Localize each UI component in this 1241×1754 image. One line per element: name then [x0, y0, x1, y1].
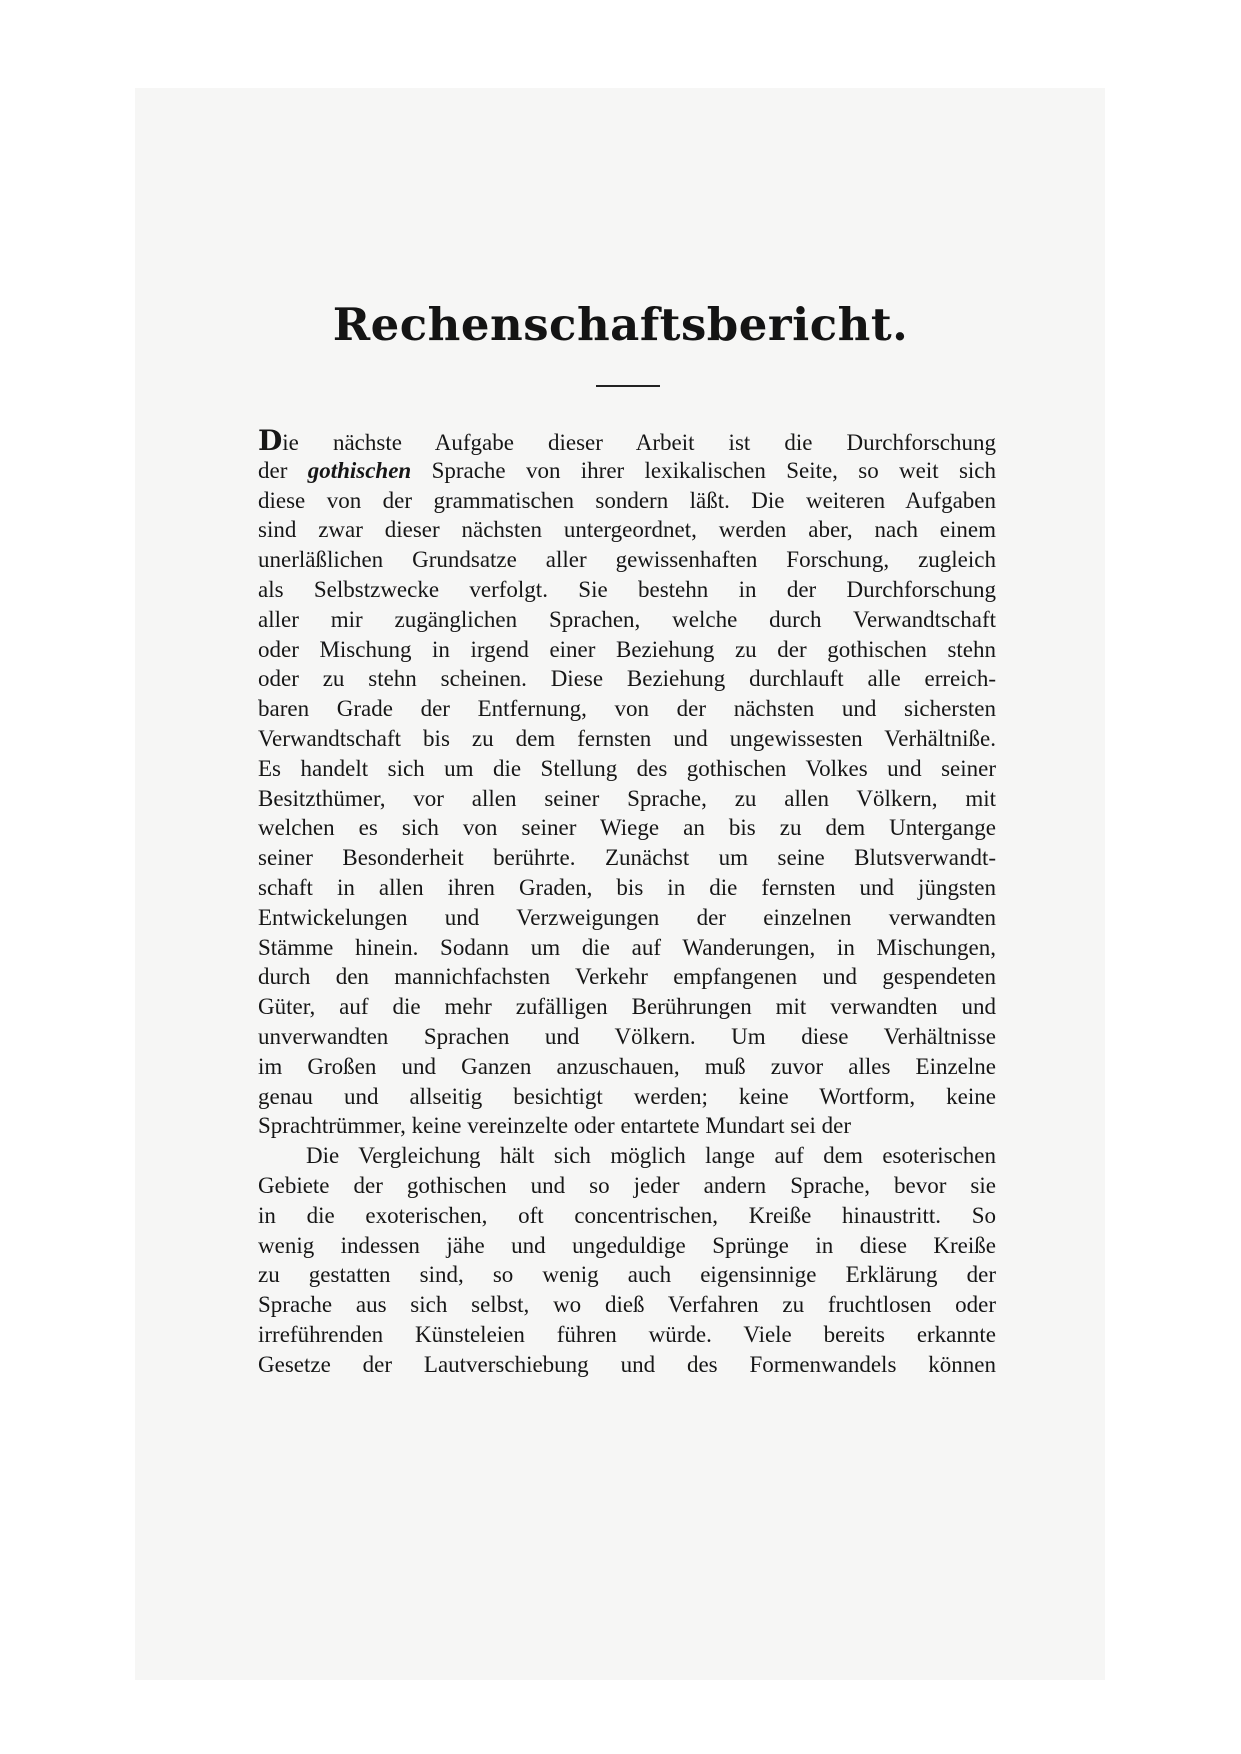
text-line: seiner Besonderheit berührte. Zunächst um seine Blutsverwandt-	[258, 845, 996, 871]
text-line: Es handelt sich um die Stellung des gothischen Volkes und seiner	[258, 755, 996, 781]
text-line: als Selbstzwecke verfolgt. Sie bestehn in der Durchforschung	[258, 576, 996, 602]
body-text	[258, 426, 996, 1380]
text-line: Die Vergleichung hält sich möglich lange auf dem esoterischen	[306, 1143, 996, 1169]
drop-cap: D	[258, 424, 283, 457]
text-line: aller mir zugänglichen Sprachen, welche durch Verwandtschaft	[258, 606, 996, 632]
text-line: sind zwar dieser nächsten untergeordnet, werden aber, nach einem	[258, 517, 996, 543]
text-line: unverwandten Sprachen und Völkern. Um diese Verhältnisse	[258, 1023, 996, 1049]
text-line: irreführenden Künsteleien führen würde. Viele bereits erkannte	[258, 1321, 996, 1347]
title-divider	[596, 385, 660, 387]
text-line: durch den mannichfachsten Verkehr empfangenen und gespendeten	[258, 964, 996, 990]
text-line: Entwickelungen und Verzweigungen der einzelnen verwandten	[258, 904, 996, 930]
text-line: Gebiete der gothischen und so jeder andern Sprache, bevor sie	[258, 1172, 996, 1198]
text-line: der gothischen Sprache von ihrer lexikalischen Seite, so weit sich	[258, 457, 996, 483]
text-line: wenig indessen jähe und ungeduldige Sprünge in diese Kreiße	[258, 1232, 996, 1258]
page-title: Rechenschaftsbericht.	[332, 298, 909, 351]
text-line: oder Mischung in irgend einer Beziehung zu der gothischen stehn	[258, 636, 996, 662]
text-line: Verwandtschaft bis zu dem fernsten und ungewissesten Verhältniße.	[258, 725, 996, 751]
text-line: Gesetze der Lautverschiebung und des Formenwandels können	[258, 1351, 996, 1377]
text-line: diese von der grammatischen sondern läßt. Die weiteren Aufgaben	[258, 487, 996, 513]
text-line: Besitzthümer, vor allen seiner Sprache, zu allen Völkern, mit	[258, 785, 996, 811]
text-line: zu gestatten sind, so wenig auch eigensinnige Erklärung der	[258, 1262, 996, 1288]
text-line: Die nächste Aufgabe dieser Arbeit ist die Durchforschung	[258, 424, 996, 457]
text-line: Güter, auf die mehr zufälligen Berührungen mit verwandten und	[258, 994, 996, 1020]
text-line: Sprache aus sich selbst, wo dieß Verfahren zu fruchtlosen oder	[258, 1292, 996, 1318]
text-line: Stämme hinein. Sodann um die auf Wanderungen, in Mischungen,	[258, 934, 996, 960]
emphasized-word: gothischen	[307, 457, 412, 483]
text-line: oder zu stehn scheinen. Diese Beziehung durchlauft alle erreich-	[258, 666, 996, 692]
text-line: Sprachtrümmer, keine vereinzelte oder entartete Mundart sei der	[258, 1113, 851, 1139]
text-line: im Großen und Ganzen anzuschauen, muß zuvor alles Einzelne	[258, 1053, 996, 1079]
text-line: in die exoterischen, oft concentrischen, Kreiße hinaustritt. So	[258, 1202, 996, 1228]
text-line: genau und allseitig besichtigt werden; keine Wortform, keine	[258, 1083, 996, 1109]
text-line: unerläßlichen Grundsatze aller gewissenhaften Forschung, zugleich	[258, 547, 996, 573]
text-line: welchen es sich von seiner Wiege an bis zu dem Untergange	[258, 815, 996, 841]
text-line: schaft in allen ihren Graden, bis in die fernsten und jüngsten	[258, 874, 996, 900]
text-line: baren Grade der Entfernung, von der nächsten und sichersten	[258, 696, 996, 722]
